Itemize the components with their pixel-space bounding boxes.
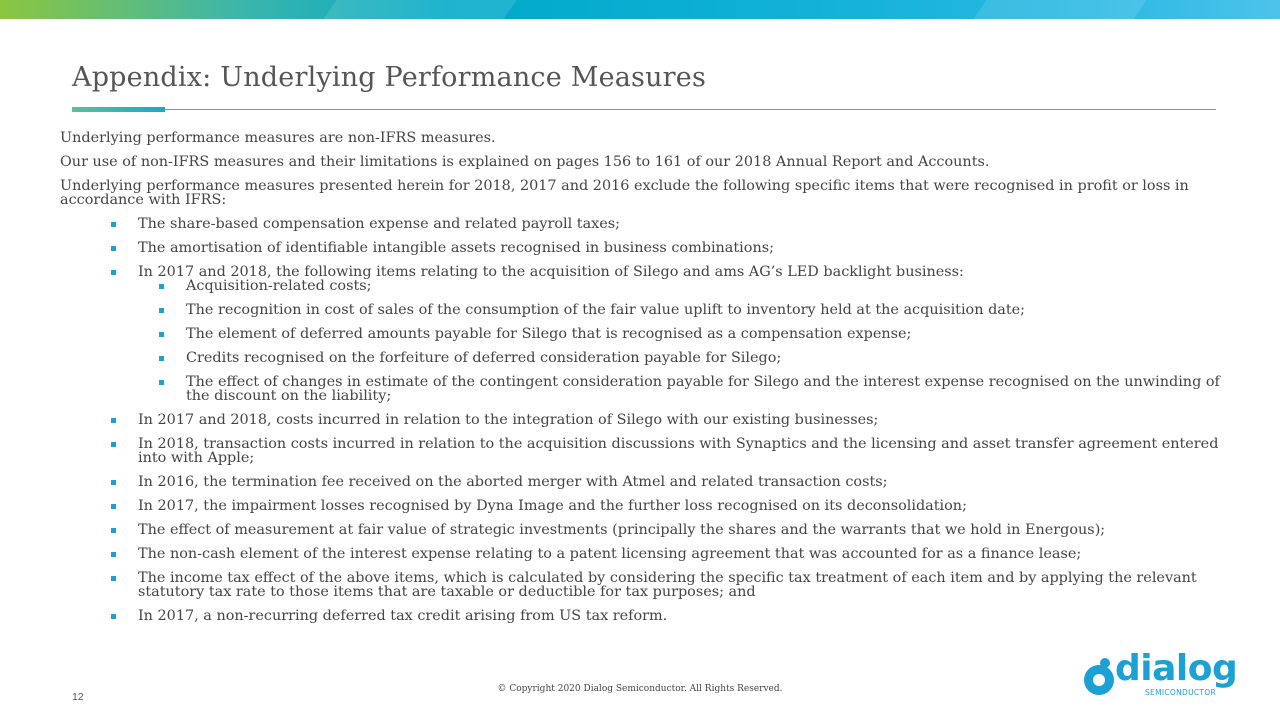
band-decoration: [323, 0, 516, 19]
list-item-text: In 2017 and 2018, costs incurred in relation to the integration of Silego with our existing businesses;: [138, 412, 879, 428]
list-item-text: The effect of measurement at fair value of strategic investments (principally the shares and the warrants that we hold in Energous);: [138, 522, 1106, 538]
intro-paragraph: Our use of non-IFRS measures and their limitations is explained on pages 156 to 161 of our 2018 Annual Report and Accounts.: [60, 154, 990, 170]
title-rule: [72, 109, 1216, 110]
bullet-square-icon: [111, 576, 116, 581]
title-accent: [72, 107, 165, 112]
list-item-text: In 2017 and 2018, the following items relating to the acquisition of Silego and ams AG’s LED backlight business:: [138, 264, 964, 280]
list-item-text: In 2016, the termination fee received on the aborted merger with Atmel and related transaction costs;: [138, 474, 888, 490]
list-item-text: The share-based compensation expense and related payroll taxes;: [138, 216, 621, 232]
bullet-square-icon: [111, 528, 116, 533]
list-item-text: In 2018, transaction costs incurred in relation to the acquisition discussions with Synaptics and the licensing and asset transfer agreement entered into with Apple;: [138, 436, 1219, 466]
bullet-square-icon: [111, 270, 116, 275]
sub-list-item-text: The effect of changes in estimate of the contingent consideration payable for Silego and the interest expense recognised on the unwinding of the discount on the liability;: [186, 374, 1220, 404]
top-gradient-band: [0, 0, 1280, 19]
list-item: [138, 571, 1226, 599]
sub-list-item-text: The recognition in cost of sales of the consumption of the fair value uplift to inventory held at the acquisition date;: [186, 302, 1026, 318]
content-body: [60, 131, 1226, 633]
sub-list-item: [186, 303, 1226, 317]
copyright-notice: © Copyright 2020 Dialog Semiconductor. All Rights Reserved.: [497, 684, 783, 694]
sub-list-item-text: The element of deferred amounts payable for Silego that is recognised as a compensation expense;: [186, 326, 912, 342]
bullet-square-icon: [159, 308, 164, 313]
logo-wordmark: dialog: [1115, 648, 1238, 689]
bullet-square-icon: [111, 614, 116, 619]
sub-list-item-text: Credits recognised on the forfeiture of deferred consideration payable for Silego;: [186, 350, 782, 366]
dialog-logo-mark-icon: [1082, 657, 1116, 697]
acquisition-sublist: [138, 279, 1226, 403]
list-item: [138, 217, 1226, 231]
bullet-square-icon: [159, 284, 164, 289]
bullet-square-icon: [111, 552, 116, 557]
list-item-text: The non-cash element of the interest expense relating to a patent licensing agreement that was accounted for as a finance lease;: [138, 546, 1082, 562]
list-item-text: The income tax effect of the above items, which is calculated by considering the specific tax treatment of each item and by applying the relevant statutory tax rate to those items that are taxable or deductible for tax purposes; and: [138, 570, 1197, 600]
list-item-text: In 2017, a non-recurring deferred tax credit arising from US tax reform.: [138, 608, 668, 624]
bullet-square-icon: [159, 332, 164, 337]
sub-list-item: [186, 375, 1226, 403]
list-item: [138, 413, 1226, 427]
sub-list-item-text: Acquisition-related costs;: [186, 278, 372, 294]
bullet-square-icon: [111, 222, 116, 227]
list-item: [138, 523, 1226, 537]
bullet-square-icon: [159, 380, 164, 385]
list-item: [138, 499, 1226, 513]
list-item: [138, 265, 1226, 403]
bullet-square-icon: [111, 442, 116, 447]
dialog-logo: [1082, 648, 1238, 701]
page-number: 12: [72, 691, 84, 703]
bullet-square-icon: [111, 418, 116, 423]
list-item-text: The amortisation of identifiable intangible assets recognised in business combinations;: [138, 240, 774, 256]
list-item: [138, 609, 1226, 623]
bullet-square-icon: [111, 480, 116, 485]
bullet-square-icon: [111, 246, 116, 251]
sub-list-item: [186, 279, 1226, 293]
bullet-square-icon: [111, 504, 116, 509]
bullet-square-icon: [159, 356, 164, 361]
exclusions-list: [60, 217, 1226, 623]
list-item: [138, 475, 1226, 489]
band-decoration: [973, 0, 1146, 19]
intro-paragraph: Underlying performance measures presented herein for 2018, 2017 and 2016 exclude the following specific items that were recognised in profit or loss in accordance with IFRS:: [60, 178, 1189, 208]
list-item: [138, 547, 1226, 561]
intro-paragraph: Underlying performance measures are non-IFRS measures.: [60, 130, 496, 146]
list-item: [138, 241, 1226, 255]
page-title: Appendix: Underlying Performance Measures: [72, 62, 707, 93]
logo-subtitle: SEMICONDUCTOR: [1144, 688, 1216, 697]
sub-list-item: [186, 351, 1226, 365]
sub-list-item: [186, 327, 1226, 341]
list-item: [138, 437, 1226, 465]
list-item-text: In 2017, the impairment losses recognised by Dyna Image and the further loss recognised on its deconsolidation;: [138, 498, 967, 514]
